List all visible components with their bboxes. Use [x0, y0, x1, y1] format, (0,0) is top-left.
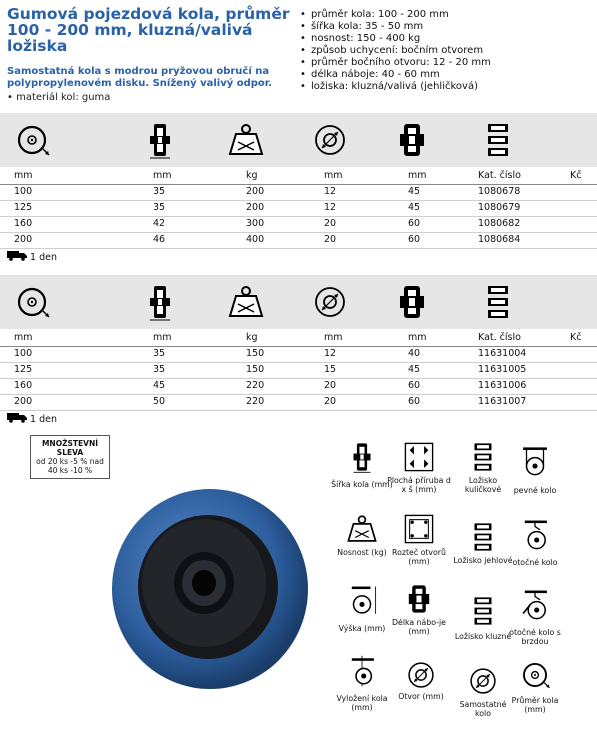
wheel-width-icon — [345, 440, 379, 474]
spec-item: • šířka kola: 35 - 50 mm — [300, 21, 595, 33]
swivel-brake-caster-icon — [518, 588, 552, 622]
table-row: 100 35 150 12 40 11631004 — [0, 346, 597, 363]
load-capacity-icon — [226, 282, 266, 322]
bearing-icon — [478, 282, 518, 322]
table1-header: mm mm kg mm mm Kat. číslo Kč — [0, 168, 597, 185]
fixed-caster-icon — [518, 444, 552, 478]
table-row: 125 35 200 12 45 1080679 — [0, 200, 597, 217]
table2-icon-band — [0, 275, 597, 329]
bore-hole-icon — [310, 120, 350, 160]
hole-spacing-icon — [402, 512, 436, 546]
delivery-time: 1 den — [7, 413, 57, 425]
table-row: 200 50 220 20 60 11631007 — [0, 394, 597, 411]
hub-length-icon — [392, 120, 432, 160]
delivery-time: 1 den — [7, 251, 57, 263]
spec-item: • délka náboje: 40 - 60 mm — [300, 69, 595, 81]
material-note: • materiál kol: guma — [7, 92, 111, 103]
table-row: 160 45 220 20 60 11631006 — [0, 378, 597, 395]
spec-list — [300, 9, 595, 93]
quantity-discount-box: MNOŽSTEVNÍ SLEVA od 20 ks -5 % nad 40 ks -10 % — [30, 435, 110, 479]
load-capacity-icon — [226, 120, 266, 160]
table-row: 200 46 400 20 60 1080684 — [0, 232, 597, 249]
page-title: Gumová pojezdová kola, průměr 100 - 200 mm, kluzná/valivá ložiska — [7, 5, 290, 55]
table1-icon-band — [0, 113, 597, 167]
wheel-width-icon — [140, 120, 180, 160]
truck-icon — [7, 251, 27, 261]
ball-bearing-icon — [466, 440, 500, 474]
hub-length-icon — [402, 582, 436, 616]
table2-header: mm mm kg mm mm Kat. číslo Kč — [0, 330, 597, 347]
wheel-diameter-icon — [12, 120, 52, 160]
flat-plate-icon — [402, 440, 436, 474]
product-description: Samostatná kola s modrou pryžovou obručí na polypropylenovém disku. Snížený valivý odpor. — [7, 66, 273, 89]
table-row: 100 35 200 12 45 1080678 — [0, 184, 597, 201]
plain-bearing-icon — [466, 594, 500, 628]
table-row: 160 42 300 20 60 1080682 — [0, 216, 597, 233]
hub-length-icon — [392, 282, 432, 322]
needle-bearing-icon — [466, 520, 500, 554]
spec-item: • ložiska: kluzná/valivá (jehličková) — [300, 81, 595, 93]
offset-icon — [345, 654, 379, 688]
wheel-diameter-icon — [12, 282, 52, 322]
product-wheel-image — [108, 487, 313, 692]
load-capacity-icon — [345, 512, 379, 546]
spec-item: • průměr bočního otvoru: 12 - 20 mm — [300, 57, 595, 69]
spec-item: • průměr kola: 100 - 200 mm — [300, 9, 595, 21]
truck-icon — [7, 413, 27, 423]
bore-hole-icon — [404, 658, 438, 692]
bearing-icon — [478, 120, 518, 160]
height-icon — [345, 584, 379, 618]
table-row: 125 35 150 15 45 11631005 — [0, 362, 597, 379]
swivel-caster-icon — [518, 518, 552, 552]
single-wheel-icon — [466, 664, 500, 698]
spec-item: • nosnost: 150 - 400 kg — [300, 33, 595, 45]
wheel-width-icon — [140, 282, 180, 322]
wheel-diameter-icon — [518, 658, 552, 692]
bore-hole-icon — [310, 282, 350, 322]
spec-item: • způsob uchycení: bočním otvorem — [300, 45, 595, 57]
